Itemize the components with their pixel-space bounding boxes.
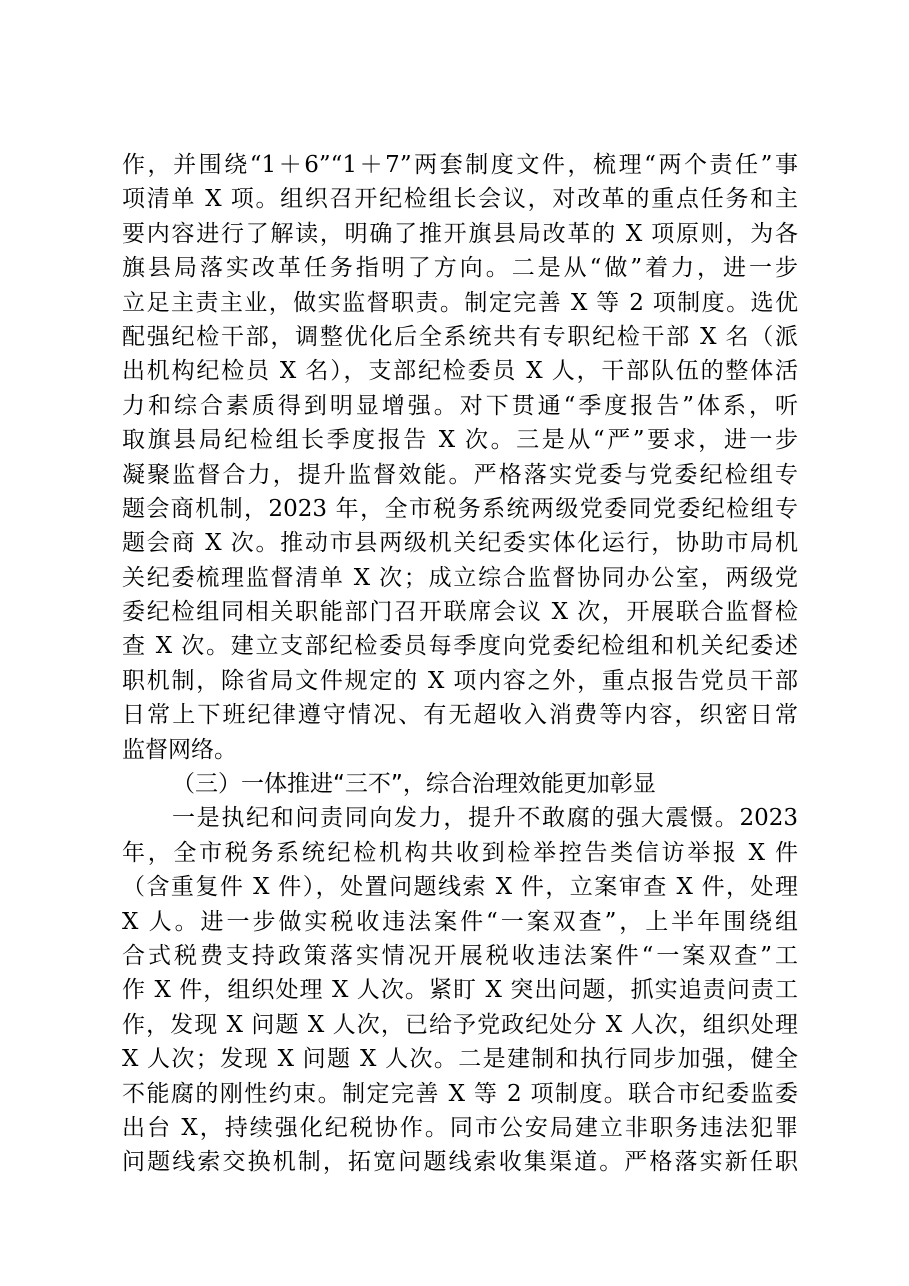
paragraph-line: 配强纪检干部，调整优化后全系统共有专职纪检干部 X 名（派 (122, 323, 798, 350)
paragraph-line: 作，发现 X 问题 X 人次，已给予党政纪处分 X 人次，组织处理 (122, 1011, 798, 1038)
paragraph-line: 合式税费支持政策落实情况开展税收违法案件“一案双查”工 (122, 942, 798, 969)
paragraph-line: 凝聚监督合力，提升监督效能。严格落实党委与党委纪检组专 (122, 461, 798, 488)
paragraph-line: 不能腐的刚性约束。制定完善 X 等 2 项制度。联合市纪委监委 (122, 1080, 798, 1107)
document-body (122, 148, 798, 1180)
paragraph-line: 日常上下班纪律遵守情况、有无超收入消费等内容，织密日常 (122, 702, 798, 729)
paragraph-line: X 人。进一步做实税收违法案件“一案双查”，上半年围绕组 (122, 908, 798, 935)
paragraph-line: 监督网络。 (122, 736, 237, 763)
paragraph-line: 出台 X，持续强化纪税协作。同市公安局建立非职务违法犯罪 (122, 1114, 798, 1141)
paragraph-line: 出机构纪检员 X 名），支部纪检委员 X 人，干部队伍的整体活 (122, 358, 798, 385)
paragraph-line: 年，全市税务系统纪检机构共收到检举控告类信访举报 X 件 (122, 839, 798, 866)
paragraph-line: 委纪检组同相关职能部门召开联席会议 X 次，开展联合监督检 (122, 599, 798, 626)
paragraph-line: 一是执纪和问责同向发力，提升不敢腐的强大震慑。2023 (172, 805, 798, 832)
paragraph-line: 作 X 件，组织处理 X 人次。紧盯 X 突出问题，抓实追责问责工 (122, 977, 798, 1004)
paragraph-line: 问题线索交换机制，拓宽问题线索收集渠道。严格落实新任职 (122, 1149, 798, 1176)
paragraph-line: 要内容进行了解读，明确了推开旗县局改革的 X 项原则，为各 (122, 220, 798, 247)
paragraph-line: 作，并围绕“1＋6”“1＋7”两套制度文件，梳理“两个责任”事 (122, 152, 798, 178)
paragraph-line: 题会商 X 次。推动市县两级机关纪委实体化运行，协助市局机 (122, 530, 798, 557)
paragraph-line: 取旗县局纪检组长季度报告 X 次。三是从“严”要求，进一步 (122, 427, 798, 454)
section-heading: （三）一体推进“三不”，综合治理效能更加彰显 (172, 771, 656, 798)
paragraph-line: 旗县局落实改革任务指明了方向。二是从“做”着力，进一步 (122, 255, 798, 282)
paragraph-line: 关纪委梳理监督清单 X 次；成立综合监督协同办公室，两级党 (122, 564, 798, 591)
paragraph-line: （含重复件 X 件），处置问题线索 X 件，立案审查 X 件，处理 (122, 874, 798, 901)
paragraph-line: 项清单 X 项。组织召开纪检组长会议，对改革的重点任务和主 (122, 186, 798, 213)
paragraph-line: 职机制，除省局文件规定的 X 项内容之外，重点报告党员干部 (122, 667, 798, 694)
paragraph-line: X 人次；发现 X 问题 X 人次。二是建制和执行同步加强，健全 (122, 1046, 798, 1073)
paragraph-line: 立足主责主业，做实监督职责。制定完善 X 等 2 项制度。选优 (122, 289, 798, 316)
paragraph-line: 力和综合素质得到明显增强。对下贯通“季度报告”体系，听 (122, 392, 798, 419)
paragraph-line: 查 X 次。建立支部纪检委员每季度向党委纪检组和机关纪委述 (122, 633, 798, 660)
paragraph-line: 题会商机制，2023 年，全市税务系统两级党委同党委纪检组专 (122, 495, 798, 522)
